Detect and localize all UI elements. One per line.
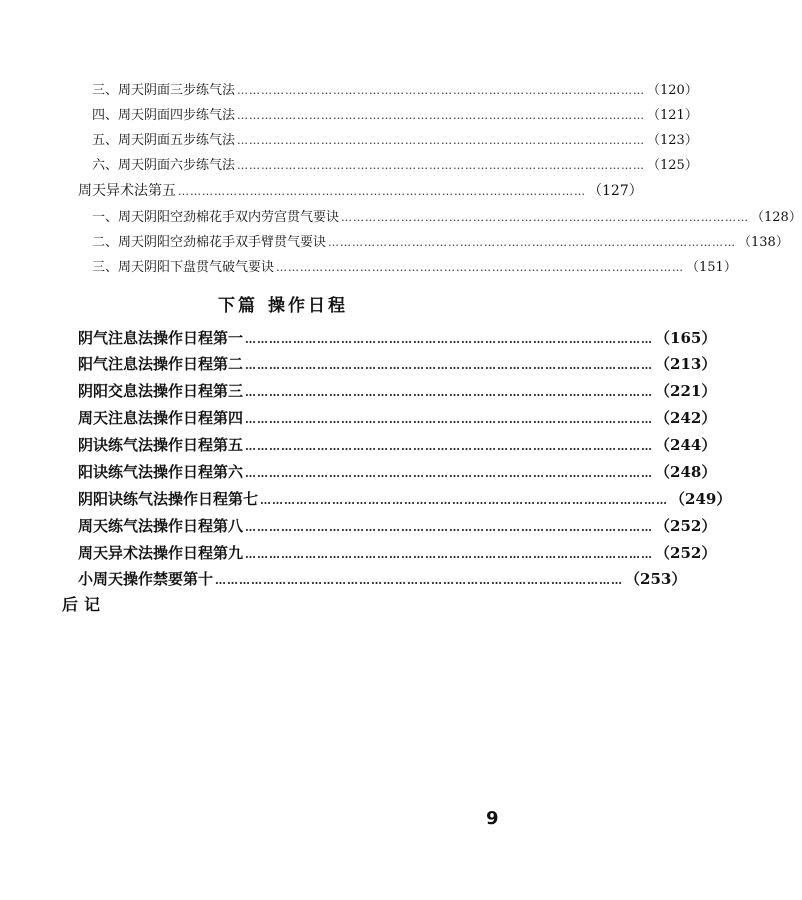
toc-entry-label: 周天异术法操作日程第九: [78, 544, 244, 562]
leader-dots: …………………………………………………………………………………………: [215, 574, 624, 587]
afterword-heading: 后记: [62, 595, 107, 614]
toc-entry: [78, 542, 717, 563]
leader-dots: …………………………………………………………………………………………: [260, 494, 669, 507]
toc-entry: [78, 515, 717, 536]
toc-entry: [78, 488, 732, 509]
toc-entry: [92, 256, 737, 275]
section-heading: [218, 291, 348, 316]
toc-entry: [78, 568, 687, 589]
toc-entry-page: （123）: [647, 133, 698, 148]
leader-dots: …………………………………………………………………………………………: [245, 521, 654, 534]
leader-dots: …………………………………………………………………………………………: [328, 236, 737, 249]
toc-entry: [78, 407, 717, 428]
toc-entry: [78, 353, 717, 374]
toc-entry: [92, 104, 698, 123]
leader-dots: …………………………………………………………………………………………: [237, 159, 646, 172]
leader-dots: …………………………………………………………………………………………: [341, 211, 750, 224]
toc-entry-label: 阴诀练气法操作日程第五: [78, 436, 244, 454]
toc-entry-page: （244）: [655, 436, 717, 454]
toc-entry-page: （165）: [655, 329, 717, 347]
leader-dots: …………………………………………………………………………………………: [245, 413, 654, 426]
toc-entry-label: 阴阳诀练气法操作日程第七: [78, 490, 259, 508]
toc-entry-label: 周天练气法操作日程第八: [78, 517, 244, 535]
leader-dots: …………………………………………………………………………………………: [245, 440, 654, 453]
toc-entry-label: 小周天操作禁要第十: [78, 570, 214, 588]
toc-entry-label: 周天注息法操作日程第四: [78, 409, 244, 427]
toc-entry-page: （242）: [655, 409, 717, 427]
toc-entry-page: （128）: [751, 210, 802, 225]
leader-dots: …………………………………………………………………………………………: [237, 134, 646, 147]
leader-dots: …………………………………………………………………………………………: [245, 359, 654, 372]
toc-entry-label: 一、周天阴阳空劲棉花手双内劳宫贯气要诀: [92, 210, 340, 225]
toc-entry-label: 阴气注息法操作日程第一: [78, 329, 244, 347]
toc-entry-page: （252）: [655, 544, 717, 562]
toc-entry-label: 周天异术法第五: [78, 183, 176, 199]
toc-entry: [92, 231, 789, 250]
toc-entry-page: （120）: [647, 83, 698, 98]
toc-entry-label: 阳诀练气法操作日程第六: [78, 463, 244, 481]
toc-entry-label: 三、周天阴面三步练气法: [92, 83, 236, 98]
toc-entry: [78, 327, 717, 348]
leader-dots: …………………………………………………………………………………………: [276, 261, 685, 274]
toc-entry-page: （125）: [647, 158, 698, 173]
toc-entry-page: （213）: [655, 355, 717, 373]
leader-dots: …………………………………………………………………………………………: [245, 333, 654, 346]
toc-entry-page: （249）: [670, 490, 732, 508]
leader-dots: …………………………………………………………………………………………: [178, 185, 586, 198]
toc-entry-page: （253）: [625, 570, 687, 588]
page-number: 9: [486, 808, 499, 829]
toc-entry: [92, 154, 698, 173]
toc-entry: [78, 461, 717, 482]
toc-entry: [92, 206, 802, 225]
toc-entry-page: （127）: [588, 183, 643, 199]
toc-entry: [92, 79, 698, 98]
toc-entry-label: 四、周天阴面四步练气法: [92, 108, 236, 123]
toc-entry-label: 六、周天阴面六步练气法: [92, 158, 236, 173]
toc-entry-label: 阴阳交息法操作日程第三: [78, 382, 244, 400]
toc-entry: [92, 129, 698, 148]
toc-entry-page: （121）: [647, 108, 698, 123]
leader-dots: …………………………………………………………………………………………: [245, 386, 654, 399]
toc-entry-page: （248）: [655, 463, 717, 481]
toc-entry-label: 五、周天阴面五步练气法: [92, 133, 236, 148]
toc-entry: [78, 434, 717, 455]
section-part: 下篇: [218, 296, 258, 316]
leader-dots: …………………………………………………………………………………………: [237, 84, 646, 97]
leader-dots: …………………………………………………………………………………………: [245, 548, 654, 561]
toc-entry-page: （221）: [655, 382, 717, 400]
toc-chapter-entry: [78, 180, 643, 200]
toc-entry-page: （252）: [655, 517, 717, 535]
toc-entry-label: 阳气注息法操作日程第二: [78, 355, 244, 373]
toc-entry-page: （151）: [686, 260, 737, 275]
toc-entry-label: 三、周天阴阳下盘贯气破气要诀: [92, 260, 275, 275]
leader-dots: …………………………………………………………………………………………: [245, 467, 654, 480]
toc-entry-page: （138）: [738, 235, 789, 250]
section-title: 操作日程: [268, 296, 348, 316]
leader-dots: …………………………………………………………………………………………: [237, 109, 646, 122]
toc-entry-label: 二、周天阴阳空劲棉花手双手臂贯气要诀: [92, 235, 327, 250]
toc-entry: [78, 380, 717, 401]
